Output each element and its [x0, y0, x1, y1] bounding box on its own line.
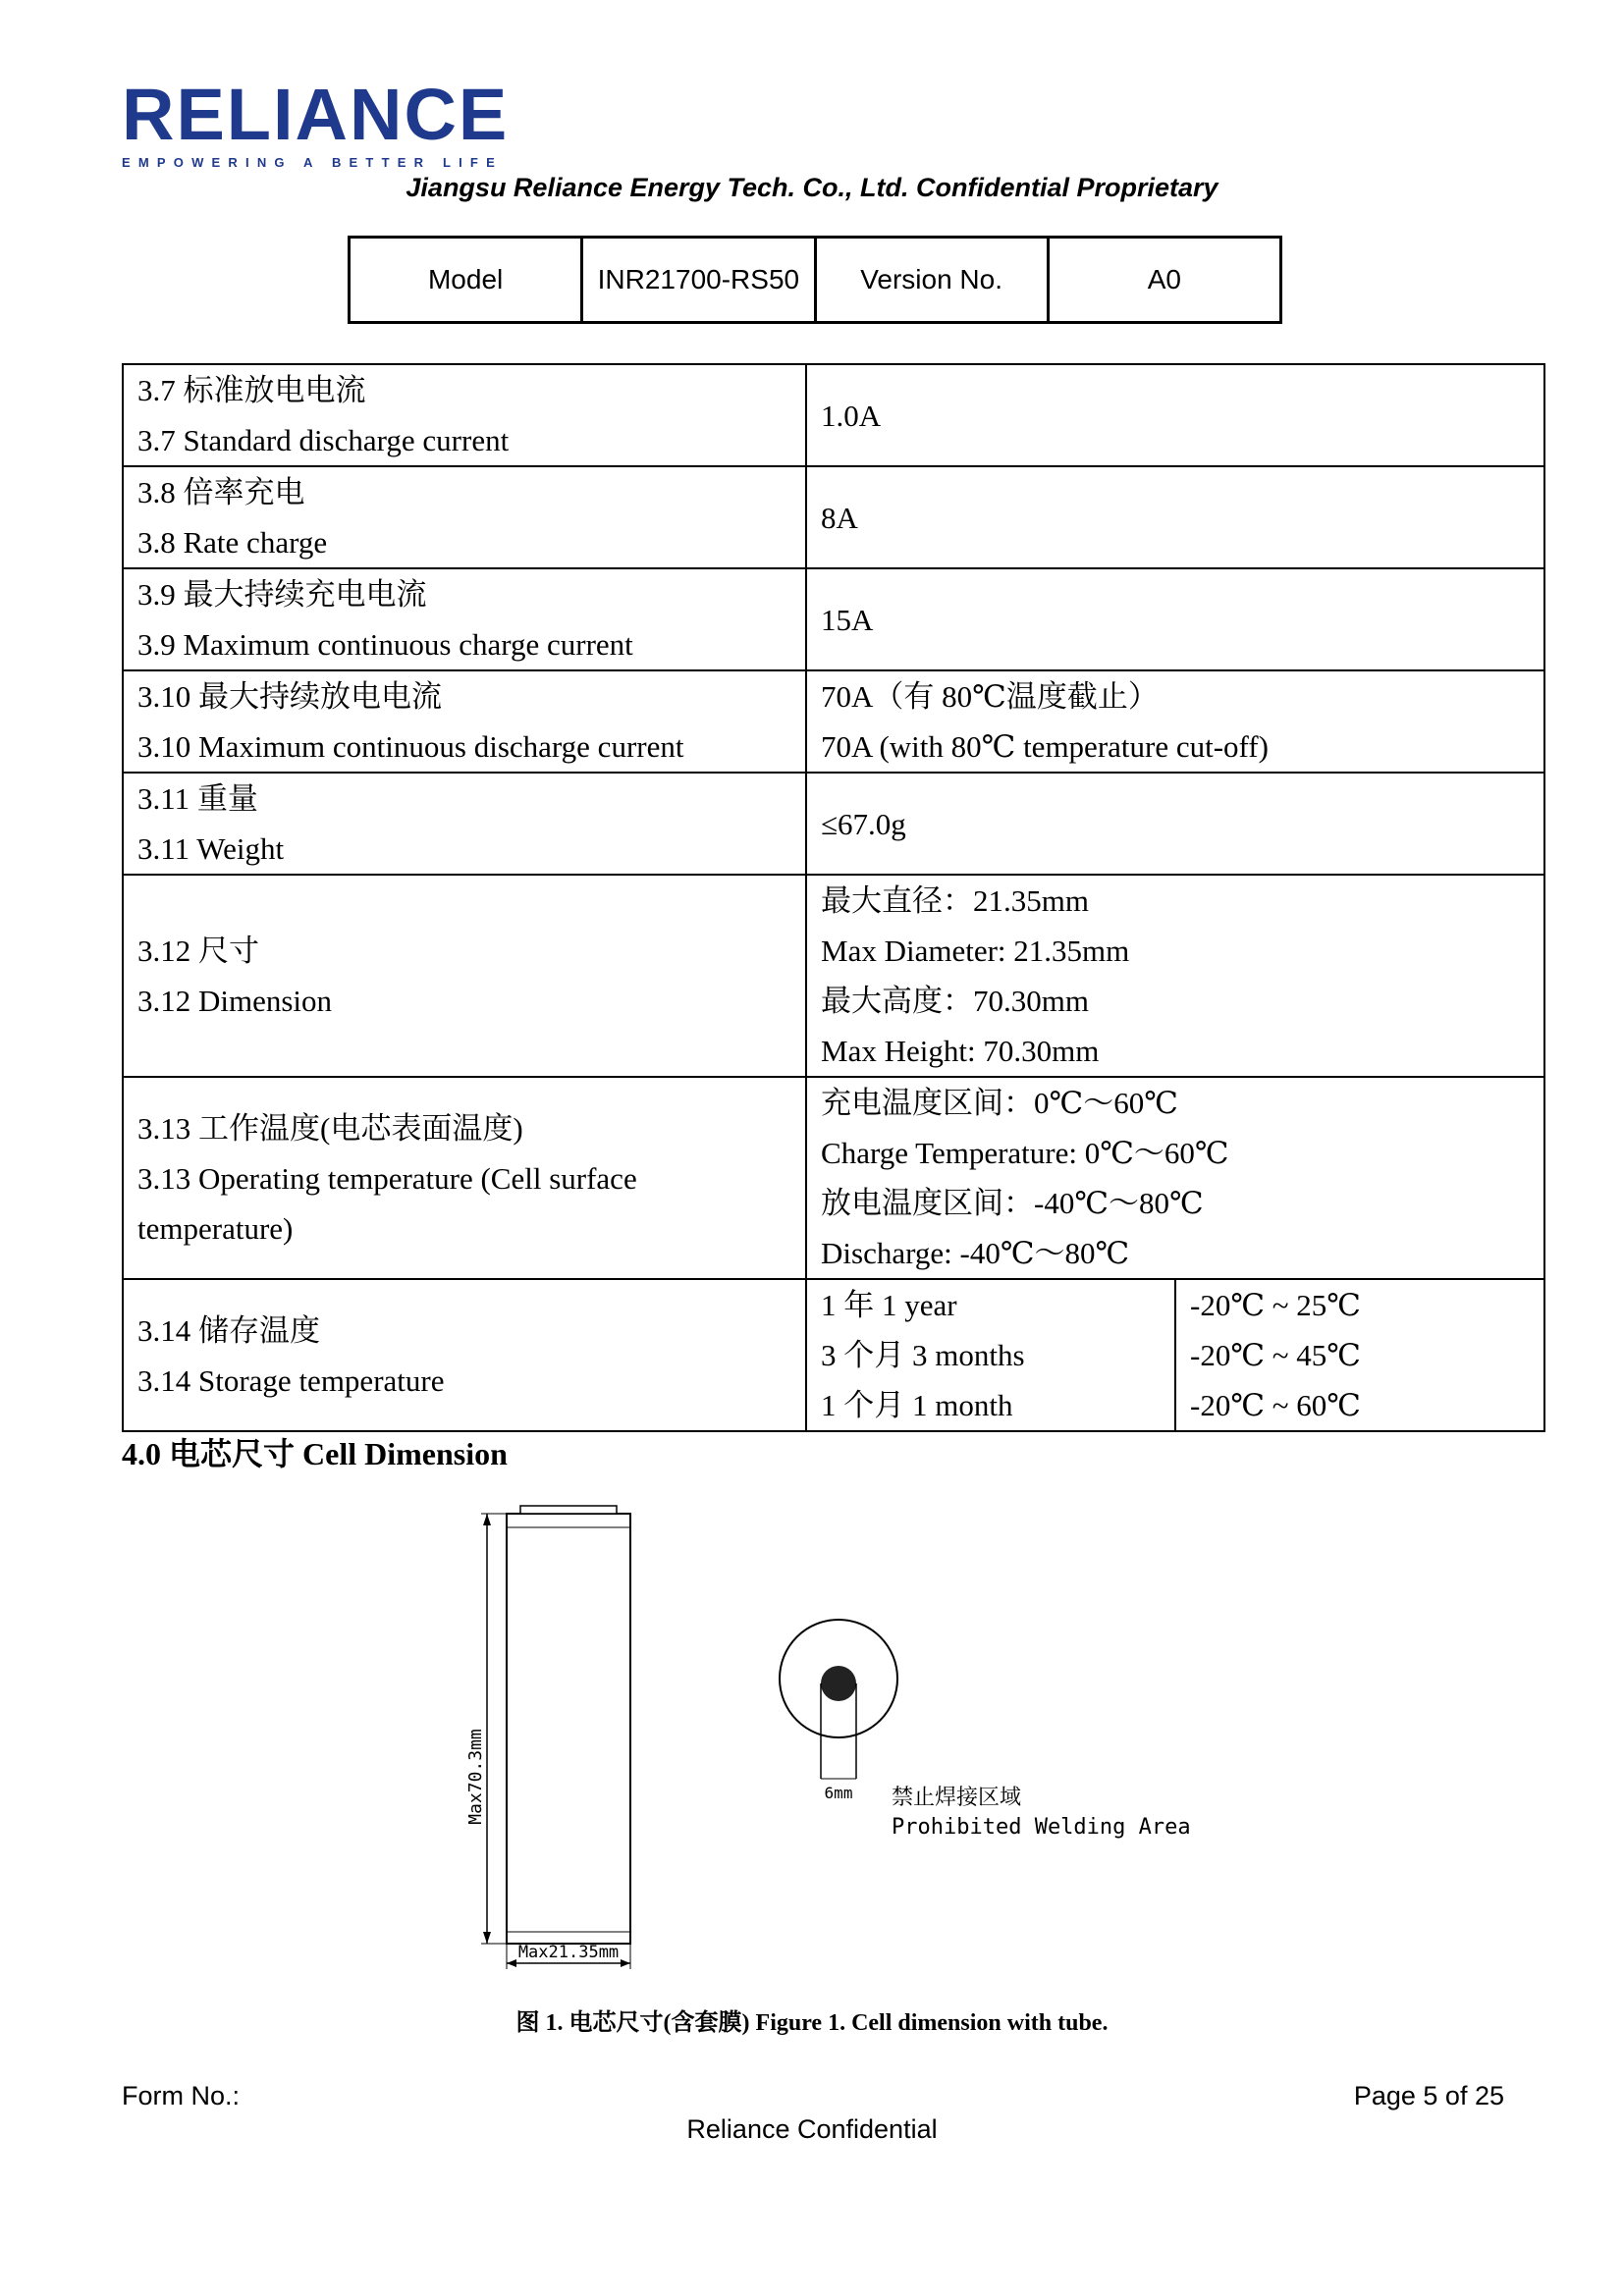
table-row: [123, 1077, 1544, 1279]
weld-width-label: 6mm: [824, 1784, 853, 1802]
height-label: Max70.3mm: [465, 1729, 486, 1825]
spec-label: 3.9 最大持续充电电流 3.9 Maximum continuous charge current: [123, 568, 806, 670]
table-row: [123, 670, 1544, 773]
table-row: [123, 364, 1544, 466]
company-logo: [122, 74, 510, 170]
cell-dimension-figure: [452, 1502, 1218, 1983]
table-row: [123, 466, 1544, 568]
spec-value: 充电温度区间：0℃～60℃ Charge Temperature: 0℃～60℃ 放电温度区间：-40℃～80℃ Discharge: -40℃～80℃: [806, 1077, 1544, 1279]
logo-tagline: EMPOWERING A BETTER LIFE: [122, 155, 503, 170]
diameter-label: Max21.35mm: [517, 1943, 620, 1962]
form-number: Form No.:: [122, 2081, 241, 2110]
spec-value: 最大直径：21.35mm Max Diameter: 21.35mm 最大高度：70.30mm Max Height: 70.30mm: [806, 875, 1544, 1077]
model-version-table: [348, 236, 1282, 324]
prohibited-area-cn: 禁止焊接区域: [892, 1786, 1022, 1810]
spec-value: 1.0A: [806, 364, 1544, 466]
table-row: [123, 875, 1544, 1077]
version-value: A0: [1048, 238, 1280, 323]
storage-periods: 1 年 1 year 3 个月 3 months 1 个月 1 month: [806, 1279, 1175, 1431]
table-row: [123, 1279, 1544, 1431]
spec-label: 3.13 工作温度(电芯表面温度) 3.13 Operating temperature (Cell surface temperature): [123, 1077, 806, 1279]
page-number: Page 5 of 25: [1353, 2081, 1504, 2110]
spec-value: 70A（有 80℃温度截止） 70A (with 80℃ temperature cut-off): [806, 670, 1544, 773]
figure-caption: 图 1. 电芯尺寸(含套膜) Figure 1. Cell dimension with tube.: [515, 2010, 1109, 2036]
prohibited-area-en: Prohibited Welding Area: [892, 1815, 1191, 1840]
cell-side-view: [465, 1506, 630, 1969]
spec-value: 15A: [806, 568, 1544, 670]
company-line: Jiangsu Reliance Energy Tech. Co., Ltd. Confidential Proprietary: [406, 173, 1218, 202]
section-title: 4.0 电芯尺寸 Cell Dimension: [122, 1436, 508, 1471]
spec-label: 3.7 标准放电电流 3.7 Standard discharge current: [123, 364, 806, 466]
storage-ranges: -20℃ ~ 25℃ -20℃ ~ 45℃ -20℃ ~ 60℃: [1175, 1279, 1544, 1431]
model-label: Model: [350, 238, 582, 323]
spec-table: [122, 363, 1545, 1432]
spec-label: 3.8 倍率充电 3.8 Rate charge: [123, 466, 806, 568]
logo-wordmark: RELIANCE: [122, 74, 510, 155]
spec-label: 3.11 重量 3.11 Weight: [123, 773, 806, 875]
spec-label: 3.12 尺寸 3.12 Dimension: [123, 875, 806, 1077]
table-row: [123, 773, 1544, 875]
model-value: INR21700-RS50: [582, 238, 815, 323]
spec-label: 3.10 最大持续放电电流 3.10 Maximum continuous discharge current: [123, 670, 806, 773]
spec-value: 8A: [806, 466, 1544, 568]
spec-value: ≤67.0g: [806, 773, 1544, 875]
confidential-footer: Reliance Confidential: [686, 2114, 938, 2144]
version-label: Version No.: [815, 238, 1048, 323]
cell-top-view: [780, 1620, 1191, 1840]
table-row: [123, 568, 1544, 670]
spec-label: 3.14 储存温度 3.14 Storage temperature: [123, 1279, 806, 1431]
